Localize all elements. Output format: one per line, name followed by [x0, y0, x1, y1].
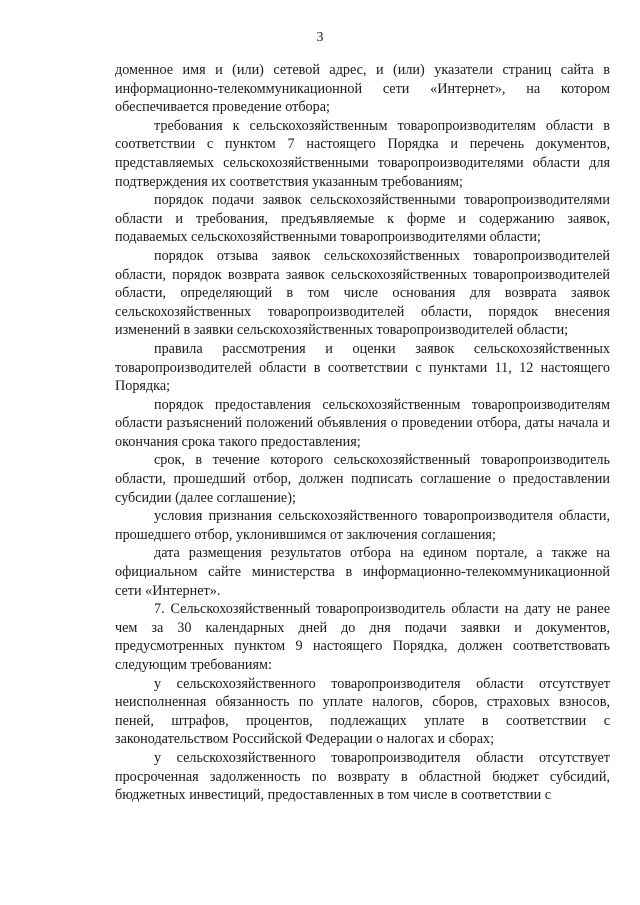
paragraph-review-rules: правила рассмотрения и оценки заявок сельскохозяйственных товаропроизводителей области в соответствии с пунктами 11, 12 настоящего Порядка; — [115, 340, 610, 395]
paragraph-clarifications: порядок предоставления сельскохозяйственным товаропроизводителям области разъяснений положений объявления о проведении отбора, даты начала и окончания срока такого предоставления; — [115, 396, 610, 450]
paragraph-signing-deadline: срок, в течение которого сельскохозяйственный товаропроизводитель области, прошедший отбор, должен подписать соглашение о предоставлении субсидии (далее соглашение); — [115, 452, 610, 506]
paragraph-results-publication: дата размещения результатов отбора на едином портале, а также на официальном сайте министерства в информационно-телекоммуникационной сети «Интернет». — [115, 545, 610, 599]
paragraph-no-tax-debt: у сельскохозяйственного товаропроизводителя области отсутствует неисполненная обязанность по уплате налогов, сборов, страховых взносов, пеней, штрафов, процентов, подлежащих уплате в соответствии с законодательством Российской Федерации о налогах и сборах; — [115, 675, 610, 748]
paragraph-domain-name: доменное имя и (или) сетевой адрес, и (или) указатели страниц сайта в информационно-телекоммуникационной сети «Интернет», на котором обеспечивается проведение отбора; — [115, 62, 610, 116]
paragraph-application-procedure: порядок подачи заявок сельскохозяйственными товаропроизводителями области и требования, предъявляемые к форме и содержанию заявок, подаваемых сельскохозяйственными товаропроизводителями области; — [115, 192, 610, 246]
document-body — [115, 61, 610, 805]
paragraph-no-overdue-debt: у сельскохозяйственного товаропроизводителя области отсутствует просроченная задолженность по возврату в областной бюджет субсидий, бюджетных инвестиций, предоставленных в том числе в соответствии с — [115, 749, 610, 804]
paragraph-evasion-conditions: условия признания сельскохозяйственного товаропроизводителя области, прошедшего отбор, уклонившимся от заключения соглашения; — [115, 508, 610, 543]
paragraph-section-7: 7. Сельскохозяйственный товаропроизводитель области на дату не ранее чем за 30 календарных дней до дня подачи заявки и документов, предусмотренных пунктом 9 настоящего Порядка, должен соответствовать следующим требованиям: — [115, 601, 610, 673]
paragraph-withdrawal-procedure: порядок отзыва заявок сельскохозяйственных товаропроизводителей области, порядок возврата заявок сельскохозяйственных товаропроизводителей области, определяющий в том числе основания для возврата заявок сельскохозяйственных товаропроизводителей области, порядок внесения изменений в заявки сельскохозяйственных товаропроизводителей области; — [115, 247, 610, 339]
paragraph-requirements: требования к сельскохозяйственным товаропроизводителям области в соответствии с пунктом 7 настоящего Порядка и перечень документов, представляемых сельскохозяйственными товаропроизводителями области для подтверждения их соответствия указанным требованиям; — [115, 117, 610, 190]
page-number: 3 — [316, 30, 324, 45]
